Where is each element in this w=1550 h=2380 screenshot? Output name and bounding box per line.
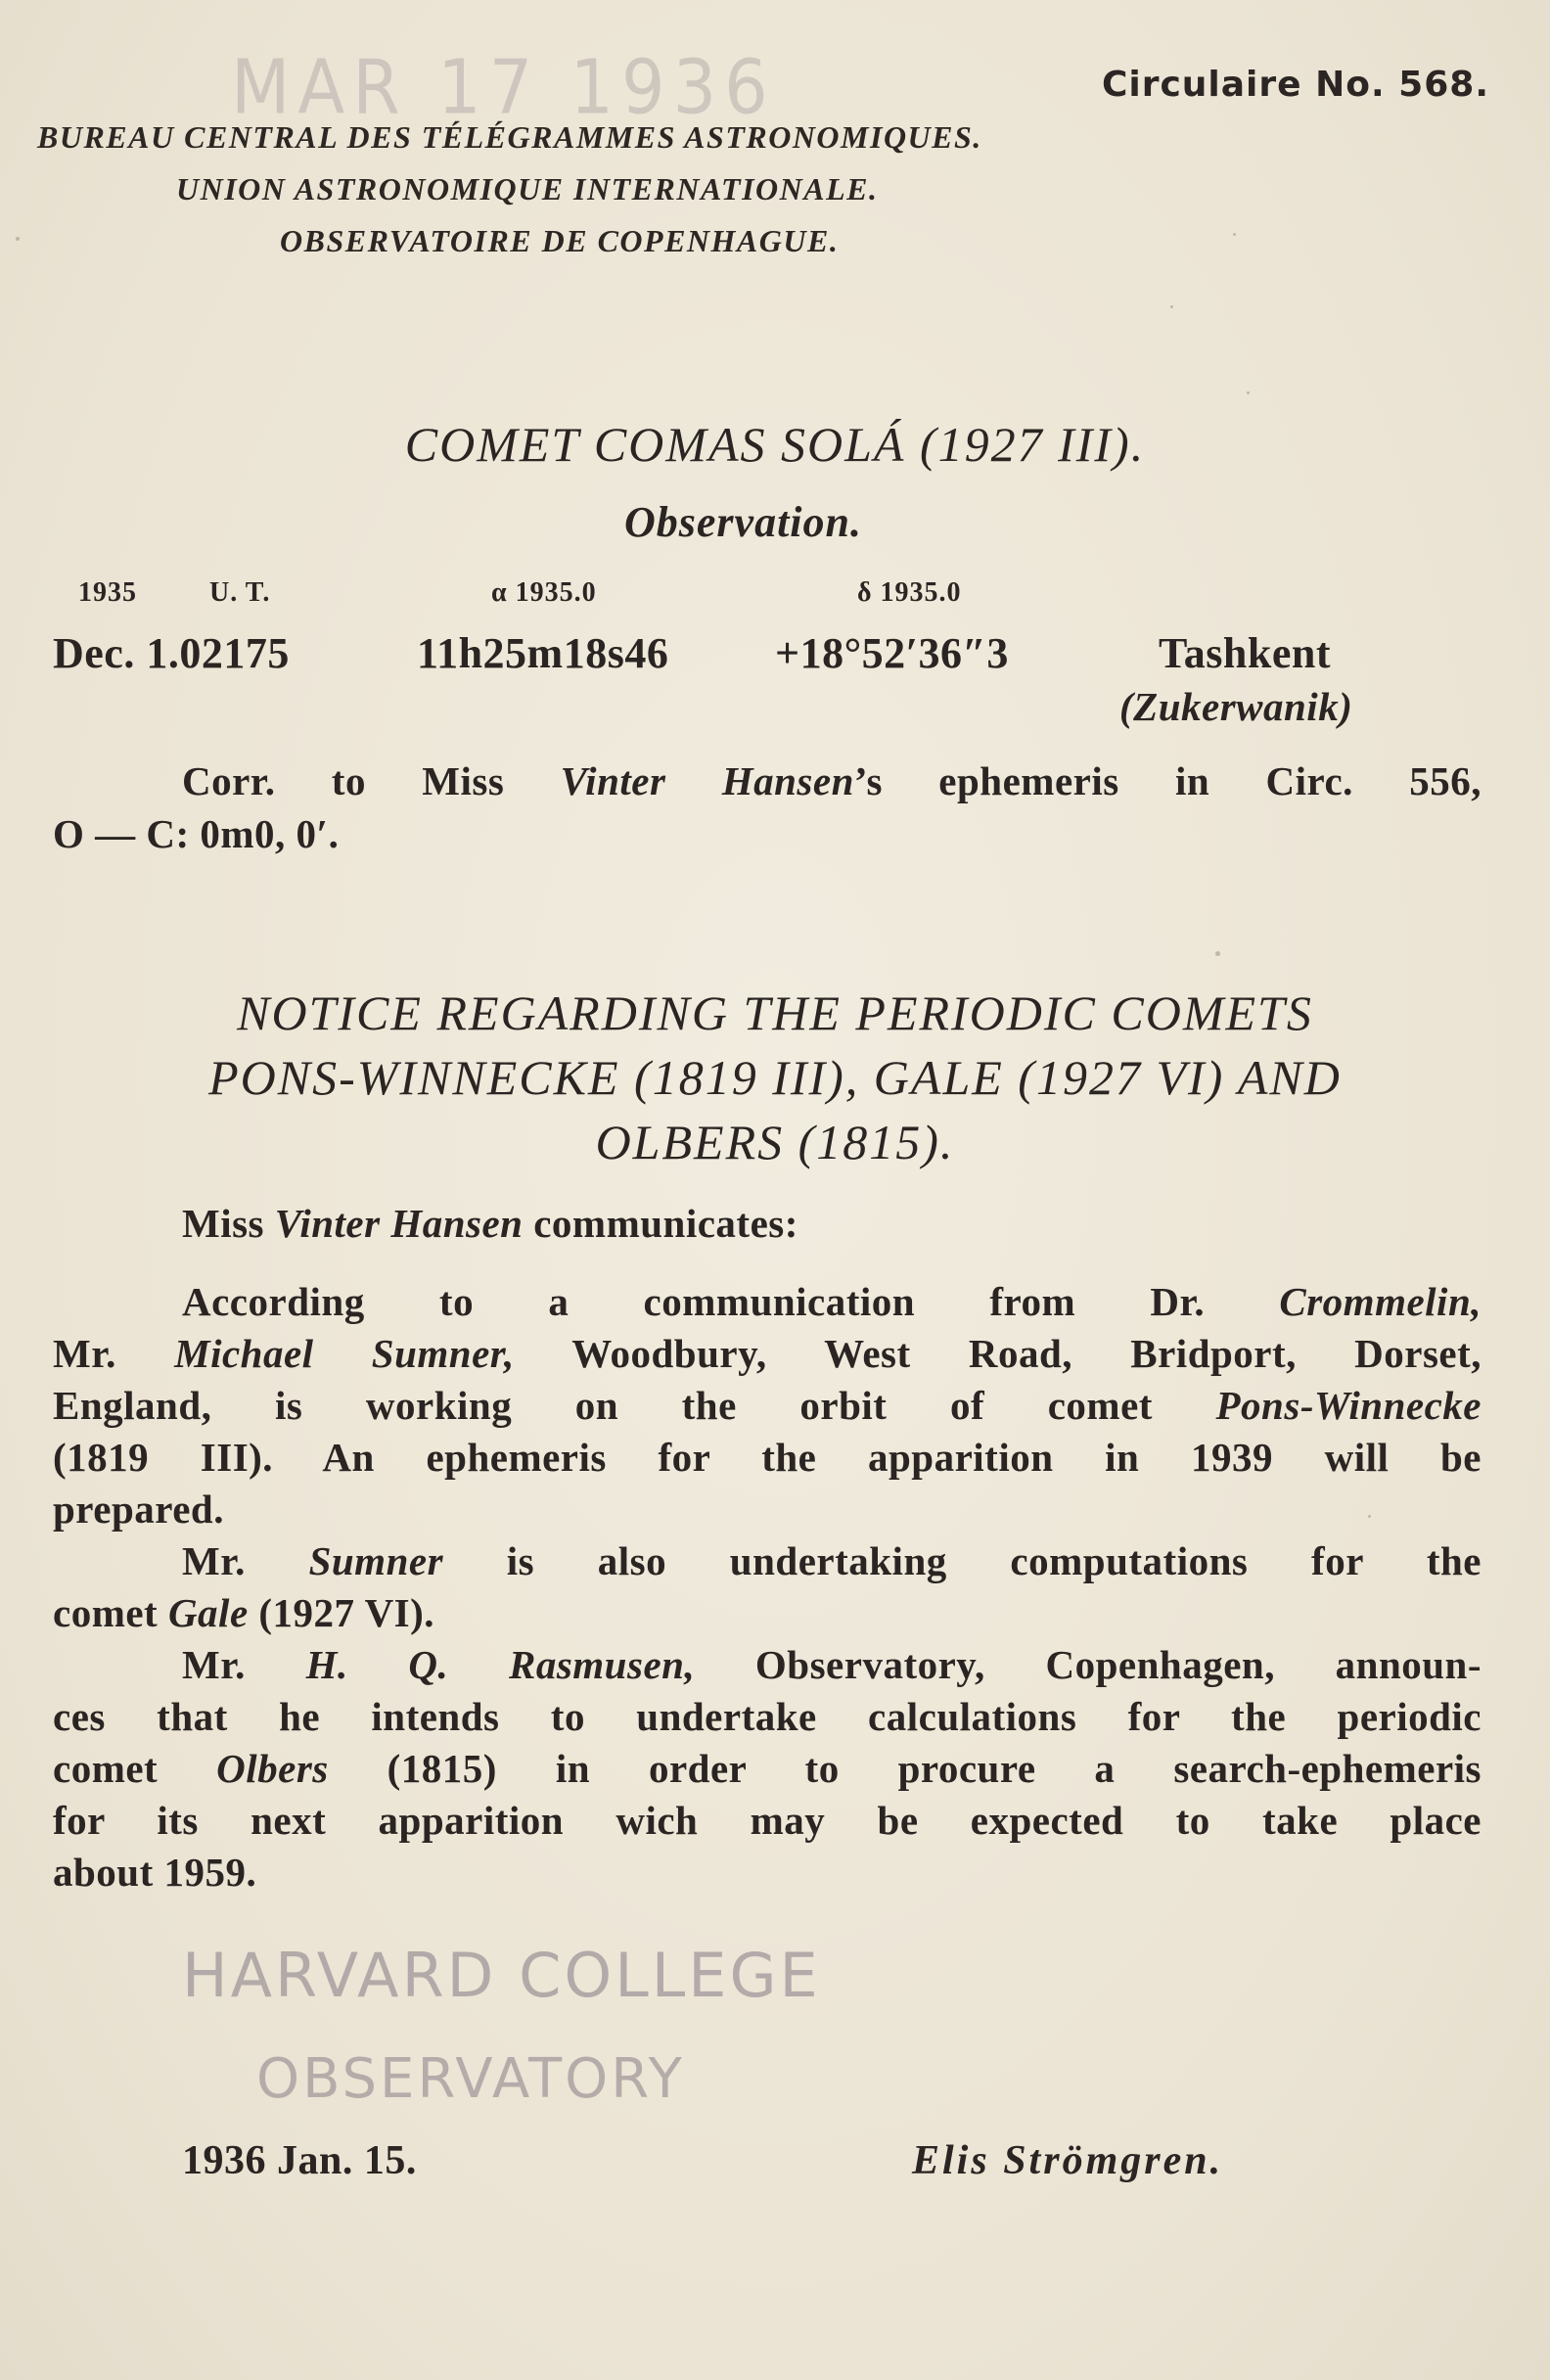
paper-speck: [1215, 951, 1220, 956]
table-header-ut: U. T.: [209, 577, 271, 608]
paragraph-3-line-1: Mr. H. Q. Rasmusen, Observatory, Copenhagen, announ-: [182, 1642, 1482, 1687]
bureau-name: BUREAU CENTRAL DES TÉLÉGRAMMES ASTRONOMIQUES.: [37, 119, 982, 155]
notice-title-line-3: OLBERS (1815).: [595, 1115, 955, 1169]
signature: Elis Strömgren.: [912, 2138, 1224, 2183]
paragraph-3-line-4: for its next apparition wich may be expected to take place: [53, 1798, 1482, 1843]
paragraph-1-line-2: Mr. Michael Sumner, Woodbury, West Road, Bridport, Dorset,: [53, 1331, 1482, 1376]
paper-speck: [16, 237, 20, 241]
observation-subtitle: Observation.: [624, 498, 862, 546]
harvard-stamp-line-2: OBSERVATORY: [256, 2047, 685, 2111]
observatory-name: OBSERVATOIRE DE COPENHAGUE.: [280, 223, 840, 258]
paper-speck: [1368, 1515, 1371, 1518]
observer-name: (Zukerwanik): [1119, 684, 1353, 729]
paper-speck: [1233, 233, 1236, 236]
table-header-ra: α 1935.0: [491, 577, 597, 608]
observation-date: Dec. 1.02175: [53, 629, 290, 677]
received-date-stamp: MAR 17 1936: [231, 42, 776, 132]
circular-number: Circulaire No. 568.: [1101, 65, 1489, 105]
paper-speck: [1170, 305, 1173, 308]
notice-title-line-1: NOTICE REGARDING THE PERIODIC COMETS: [237, 985, 1313, 1040]
paper-speck: [1247, 391, 1250, 394]
comet-title: COMET COMAS SOLÁ (1927 III).: [404, 417, 1146, 472]
observation-ra: 11h25m18s46: [417, 629, 669, 677]
paragraph-2-line-2: comet Gale (1927 VI).: [53, 1590, 435, 1635]
issue-date: 1936 Jan. 15.: [182, 2138, 417, 2183]
harvard-stamp-line-1: HARVARD COLLEGE: [182, 1940, 821, 2011]
paragraph-1-line-1: According to a communication from Dr. Crommelin,: [182, 1279, 1482, 1324]
paragraph-1-line-3: England, is working on the orbit of comet Pons-Winnecke: [53, 1383, 1482, 1428]
paragraph-1-line-5: prepared.: [53, 1487, 224, 1532]
paragraph-3-line-3: comet Olbers (1815) in order to procure a search-ephemeris: [53, 1746, 1482, 1791]
notice-title-line-2: PONS-WINNECKE (1819 III), GALE (1927 VI) AND: [208, 1050, 1342, 1105]
paragraph-2-line-1: Mr. Sumner is also undertaking computations for the: [182, 1538, 1482, 1583]
correction-line-1: Corr. to Miss Vinter Hansen’s ephemeris in Circ. 556,: [182, 758, 1482, 803]
paragraph-3-line-2: ces that he intends to undertake calculations for the periodic: [53, 1694, 1482, 1739]
notice-intro: Miss Vinter Hansen communicates:: [182, 1201, 798, 1246]
union-name: UNION ASTRONOMIQUE INTERNATIONALE.: [176, 171, 879, 206]
observation-place: Tashkent: [1159, 629, 1332, 677]
paragraph-1-line-4: (1819 III). An ephemeris for the apparition in 1939 will be: [53, 1435, 1482, 1480]
paragraph-3-line-5: about 1959.: [53, 1850, 257, 1895]
table-header-dec: δ 1935.0: [857, 577, 962, 608]
correction-line-2: O — C: 0m0, 0′.: [53, 811, 340, 856]
observation-dec: +18°52′36″3: [775, 629, 1009, 677]
table-header-year: 1935: [78, 577, 137, 608]
